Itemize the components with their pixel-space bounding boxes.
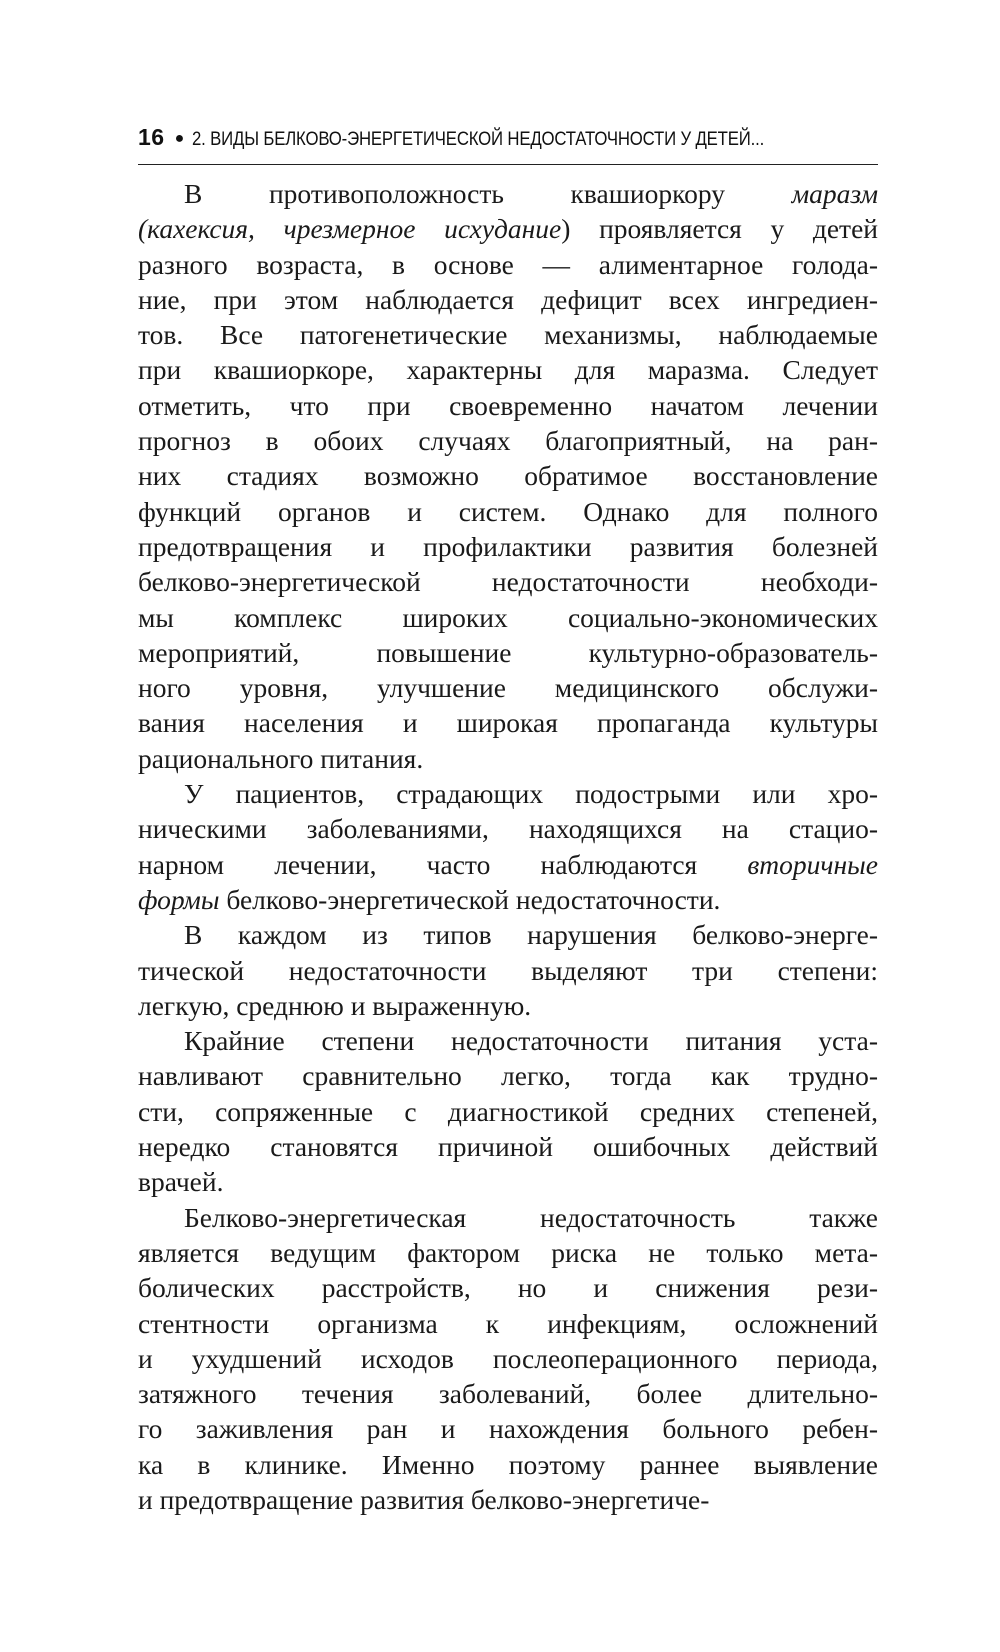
text-run: вания населения и широкая пропаганда культуры [138,707,878,739]
text-line [138,564,878,599]
text-run: прогноз в обоих случаях благоприятный, на ран- [138,425,878,457]
text-run: ) проявляется у детей [561,213,878,245]
text-line [138,529,878,564]
text-line [138,882,878,917]
text-line [138,670,878,705]
text-line [138,458,878,493]
text-run: при квашиоркоре, характерны для маразма. Следует [138,354,878,386]
text-run: них стадиях возможно обратимое восстановление [138,460,878,492]
text-run: ническими заболеваниями, находящихся на стацио- [138,813,878,845]
text-run: тов. Все патогенетические механизмы, наблюдаемые [138,319,878,351]
text-line [138,1200,878,1235]
text-run: и предотвращение развития белково-энергетиче- [138,1483,710,1515]
text-line [138,776,878,811]
text-run: нарном лечении, часто наблюдаются [138,848,748,880]
text-run: рационального питания. [138,742,424,774]
text-run: стентности организма к инфекциям, осложнений [138,1307,878,1339]
text-line [138,635,878,670]
emphasis-text: формы [138,883,220,915]
text-line [138,1129,878,1164]
text-run: разного возраста, в основе — алиментарное голода- [138,248,878,280]
text-run: В каждом из типов нарушения белково-энерге- [184,919,878,951]
text-run: тической недостаточности выделяют три степени: [138,954,878,986]
text-line [138,1376,878,1411]
text-run: функций органов и систем. Однако для полного [138,495,878,527]
text-run: мероприятий, повышение культурно-образователь- [138,636,878,668]
text-run: мы комплекс широких социально-экономических [138,601,878,633]
text-line [138,953,878,988]
emphasis-text: (кахексия, чрезмерное исхудание [138,213,562,245]
page-number: 16 [138,124,165,150]
text-line [138,176,878,211]
text-line [138,705,878,740]
text-line [138,247,878,282]
text-line [138,1447,878,1482]
paragraph [138,1023,878,1199]
text-run: ние, при этом наблюдается дефицит всех ингредиен- [138,283,878,315]
text-line [138,211,878,246]
running-header [138,124,878,165]
paragraph [138,1200,878,1518]
text-run: ного уровня, улучшение медицинского обслужи- [138,672,878,704]
text-run: Крайние степени недостаточности питания уста- [184,1025,878,1057]
text-run: отметить, что при своевременно начатом лечении [138,389,878,421]
text-run: ка в клинике. Именно поэтому раннее выявление [138,1448,878,1480]
text-line [138,917,878,952]
text-line [138,1094,878,1129]
text-run: является ведущим фактором риска не только мета- [138,1236,878,1268]
text-run: врачей. [138,1166,224,1198]
emphasis-text: маразм [791,178,878,209]
text-run: го заживления ран и нахождения больного ребен- [138,1413,878,1445]
text-line [138,282,878,317]
text-line [138,1058,878,1093]
text-line [138,1341,878,1376]
text-line [138,600,878,635]
text-run: Белково-энергетическая недостаточность также [184,1201,878,1233]
text-line [138,1164,878,1199]
text-run: болических расстройств, но и снижения рези- [138,1272,878,1304]
text-line [138,1306,878,1341]
text-run: нередко становятся причиной ошибочных действий [138,1131,878,1163]
text-line [138,1482,878,1517]
text-run: белково-энергетической недостаточности необходи- [138,566,878,598]
text-line [138,1270,878,1305]
text-line [138,1235,878,1270]
text-run: У пациентов, страдающих подострыми или хро- [184,778,878,810]
text-line [138,847,878,882]
paragraph [138,176,878,776]
text-line [138,352,878,387]
text-line [138,317,878,352]
text-line [138,494,878,529]
text-run: сти, сопряженные с диагностикой средних степеней, [138,1095,878,1127]
bullet-icon: ● [174,130,185,147]
text-line [138,388,878,423]
text-line [138,423,878,458]
text-run: В противоположность квашиоркору [184,178,792,209]
chapter-title: 2. ВИДЫ БЕЛКОВО-ЭНЕРГЕТИЧЕСКОЙ НЕДОСТАТОЧНОСТИ У ДЕТЕЙ... [192,128,765,150]
text-line [138,811,878,846]
text-line [138,741,878,776]
text-line [138,1411,878,1446]
paragraph [138,776,878,917]
text-run: легкую, среднюю и выраженную. [138,989,532,1021]
text-run: затяжного течения заболеваний, более длительно- [138,1378,878,1410]
text-run: предотвращения и профилактики развития болезней [138,530,878,562]
emphasis-text: вторичные [747,848,878,880]
text-line [138,988,878,1023]
body-text [138,176,878,1517]
text-run: навливают сравнительно легко, тогда как трудно- [138,1060,878,1092]
paragraph [138,917,878,1023]
text-line [138,1023,878,1058]
text-run: и ухудшений исходов послеоперационного периода, [138,1342,878,1374]
text-run: белково-энергетической недостаточности. [219,883,721,915]
